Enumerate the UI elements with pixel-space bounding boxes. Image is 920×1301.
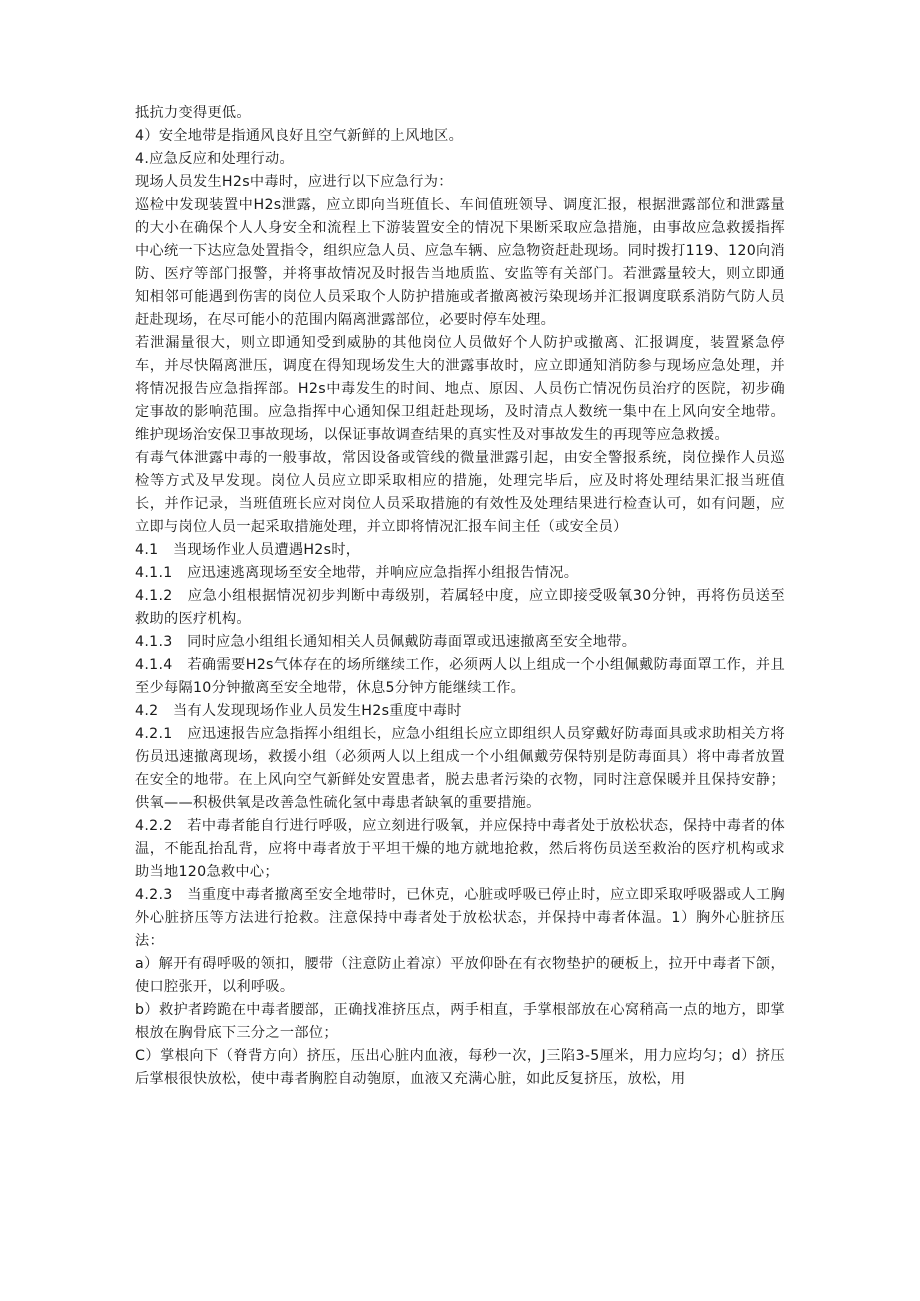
section-4-2-3: 4.2.3 当重度中毒者撤离至安全地带时，已休克，心脏或呼吸已停止时，应立即采取呼吸器或人工胸外心脏挤压等方法进行抢救。注意保持中毒者处于放松状态，并保持中毒者体温。1）胸外心脏挤压法： [135, 887, 785, 949]
section-4-1: 4.1 当现场作业人员遭遇H2s时， [135, 542, 361, 558]
paragraph-2: 4）安全地带是指通风良好且空气新鲜的上风地区。 [135, 128, 464, 144]
paragraph-1: 抵抗力变得更低。 [135, 105, 251, 121]
step-b: b）救护者跨跪在中毒者腰部，正确找准挤压点，两手相直，手掌根部放在心窝稍高一点的地方，即掌根放在胸骨底下三分之一部位； [135, 1002, 785, 1041]
section-4-1-3: 4.1.3 同时应急小组组长通知相关人员佩戴防毒面罩或迅速撤离至安全地带。 [135, 634, 637, 650]
section-4-1-1: 4.1.1 应迅速逃离现场至安全地带，并响应应急指挥小组报告情况。 [135, 565, 579, 581]
section-4-2-2: 4.2.2 若中毒者能自行进行呼吸，应立刻进行吸氧，并应保持中毒者处于放松状态，保持中毒者的体温，不能乱抬乱背，应将中毒者放于平坦干燥的地方就地抢救，然后将伤员送至救治的医疗机构或求助当地120急救中心； [135, 818, 785, 880]
section-4-1-2: 4.1.2 应急小组根据情况初步判断中毒级别，若属轻中度，应立即接受吸氧30分钟，再将伤员送至救助的医疗机构。 [135, 588, 785, 627]
section-4-1-4: 4.1.4 若确需要H2s气体存在的场所继续工作，必须两人以上组成一个小组佩戴防毒面罩工作，并且至少每隔10分钟撤离至安全地带，休息5分钟方能继续工作。 [135, 657, 785, 696]
paragraph-inspection: 巡检中发现装置中H2s泄露，应立即向当班值长、车间值班领导、调度汇报，根据泄露部位和泄露量的大小在确保个人人身安全和流程上下游装置安全的情况下果断采取应急措施，由事故应急救援指挥中心统一下达应急处置指令，组织应急人员、应急车辆、应急物资赶赴现场。同时拨打119、120向消防、医疗等部门报警，并将事故情况及时报告当地质监、安监等有关部门。若泄露量较大，则立即通知相邻可能遇到伤害的岗位人员采取个人防护措施或者撤离被污染现场并汇报调度联系消防气防人员赶赴现场，在尽可能小的范围内隔离泄露部位，必要时停车处理。 [135, 197, 785, 328]
document-body [135, 102, 785, 1091]
section-4-2-1: 4.2.1 应迅速报告应急指挥小组组长，应急小组组长应立即组织人员穿戴好防毒面具或求助相关方将伤员迅速撤离现场，救援小组（必须两人以上组成一个小组佩戴劳保特别是防毒面具）将中毒者放置在安全的地带。在上风向空气新鲜处安置患者，脱去患者污染的衣物，同时注意保暖并且保持安静；供氧——积极供氧是改善急性硫化氢中毒患者缺氧的重要措施。 [135, 726, 785, 811]
step-c-d: C）掌根向下（脊背方向）挤压，压出心脏内血液，每秒一次，J三陷3-5厘米，用力应均匀；d）挤压后掌根很快放松，使中毒者胸腔自动匏原，血液又充满心脏，如此反复挤压，放松，用 [135, 1048, 785, 1087]
step-a: a）解开有碍呼吸的领扣，腰带（注意防止着凉）平放仰卧在有衣物垫护的硬板上，拉开中毒者下颌，使口腔张开，以利呼吸。 [135, 956, 785, 995]
section-heading-4: 4.应急反应和处理行动。 [135, 151, 295, 167]
section-4-2: 4.2 当有人发现现场作业人员发生H2s重度中毒时 [135, 703, 462, 719]
paragraph-large-leak: 若泄漏量很大，则立即通知受到威胁的其他岗位人员做好个人防护或撤离、汇报调度，装置紧急停车，并尽快隔离泄压，调度在得知现场发生大的泄露事故时，应立即通知消防参与现场应急处理，并将情况报告应急指挥部。H2s中毒发生的时间、地点、原因、人员伤亡情况伤员治疗的医院，初步确定事故的影响范围。应急指挥中心通知保卫组赶赴现场，及时清点人数统一集中在上风向安全地带。维护现场治安保卫事故现场，以保证事故调查结果的真实性及对事故发生的再现等应急救援。 [135, 335, 785, 443]
paragraph-general-incident: 有毒气体泄露中毒的一般事故，常因设备或管线的微量泄露引起，由安全警报系统，岗位操作人员巡检等方式及早发现。岗位人员应立即采取相应的措施，处理完毕后，应及时将处理结果汇报当班值长，并作记录，当班值班长应对岗位人员采取措施的有效性及处理结果进行检查认可，如有问题，应立即与岗位人员一起采取措施处理，并立即将情况汇报车间主任（或安全员） [135, 450, 785, 535]
paragraph-intro: 现场人员发生H2s中毒时，应进行以下应急行为： [135, 174, 453, 190]
